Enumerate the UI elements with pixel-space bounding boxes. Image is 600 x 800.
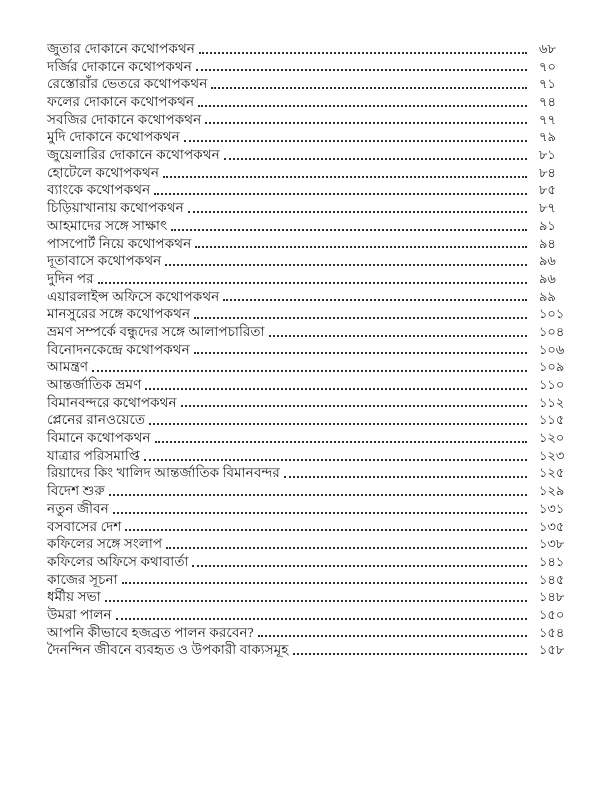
toc-entry-title: এয়ারলাইন্স অফিসে কথোপকথন [47,288,220,304]
toc-entry-page-number: ৯১ [539,217,556,233]
dot-leader [269,335,527,337]
toc-entry-page-number: ১২৫ [539,465,565,481]
toc-entry-title: ভ্রমণ সম্পর্কে বন্ধুদের সঙ্গে আলাপচারিতা [47,323,265,339]
toc-entry-page-number: ১৫৮ [539,642,565,658]
toc-entry-title: যাত্রার পরিসমাপ্তি [47,447,140,463]
toc-entry [47,553,572,571]
toc-entry-title: রেস্তোরাঁর ভেতরে কথোপকথন [47,76,208,92]
toc-entry-page-number: ৭৭ [539,111,556,127]
toc-entry [47,146,572,164]
toc-entry [47,606,572,624]
toc-entry-title: মুদি দোকানে কথোপকথন [47,129,180,145]
toc-entry [47,93,572,111]
dot-leader [293,653,528,655]
dot-leader [105,600,527,602]
toc-entry [47,376,572,394]
dot-leader [258,635,527,637]
toc-entry [47,341,572,359]
toc-entry-page-number: ৬৮ [539,40,556,56]
toc-entry [47,40,572,58]
toc-entry [47,75,572,93]
toc-entry-page-number: ৭০ [539,58,556,74]
toc-entry [47,447,572,465]
toc-entry [47,535,572,553]
toc-entry [47,358,572,376]
toc-entry [47,235,572,253]
toc-entry [47,164,572,182]
toc-entry-page-number: ১০৪ [539,323,565,339]
toc-entry [47,217,572,235]
dot-leader [116,618,527,620]
dot-leader [163,176,527,178]
dot-leader [184,140,527,142]
toc-entry-page-number: ১৩১ [539,500,565,516]
toc-entry-page-number: ১৩৫ [539,518,565,534]
dot-leader [122,582,527,584]
toc-entry-page-number: ৯৬ [539,253,556,269]
toc-entry [47,111,572,129]
toc-entry [47,323,572,341]
toc-entry-page-number: ৭৯ [539,129,556,145]
toc-entry-title: দুদিন পর [47,270,94,286]
toc-entry-title: আপনি কীভাবে হজব্রত পালন করবেন? [47,624,254,640]
dot-leader [165,264,527,266]
toc-entry-page-number: ১২৯ [539,483,565,499]
dot-leader [284,476,527,478]
toc-entry-title: হোটেলে কথোপকথন [47,164,160,180]
toc-entry [47,252,572,270]
toc-entry [47,482,572,500]
toc-entry-page-number: ৮৪ [539,164,556,180]
toc-entry [47,429,572,447]
toc-entry-title: কাজের সূচনা [47,571,118,587]
toc-entry-title: নতুন জীবন [47,500,109,516]
toc-entry-page-number: ১২৩ [539,447,565,463]
toc-entry [47,270,572,288]
toc-entry-title: জুয়েলারির দোকানে কথোপকথন [47,147,220,163]
toc-entry-page-number: ১০৯ [539,359,565,375]
toc-entry-title: ব্যাংকে কথোপকথন [47,182,151,198]
toc-entry-page-number: ১৪৫ [539,571,565,587]
toc-entry [47,394,572,412]
toc-entry-page-number: ১০১ [539,306,565,322]
toc-entry [47,58,572,76]
dot-leader [205,122,527,124]
toc-entry-title: ধর্মীয় সভা [47,589,101,605]
toc-entry-page-number: ৯৯ [539,288,556,304]
toc-entry [47,571,572,589]
dot-leader [199,52,527,54]
toc-entry-page-number: ৮১ [539,147,556,163]
toc-entry [47,128,572,146]
toc-entry-page-number: ১৩৮ [539,536,565,552]
toc-entry [47,465,572,483]
toc-entry [47,518,572,536]
toc-entry-page-number: ১৪৮ [539,589,565,605]
toc-entry [47,641,572,659]
toc-entry [47,199,572,217]
dot-leader [192,565,527,567]
dot-leader [98,282,527,284]
toc-entry-title: রিয়াদের কিং খালিদ আন্তর্জাতিক বিমানবন্দর [47,465,280,481]
toc-entry-title: বিদেশ শুরু [47,483,105,499]
dot-leader [92,370,527,372]
dot-leader [194,317,527,319]
toc-entry-title: সবজির দোকানে কথোপকথন [47,111,202,127]
toc-entry-title: আহমাদের সঙ্গে সাক্ষাৎ [47,217,168,233]
toc-entry-page-number: ৮৫ [539,182,556,198]
toc-entry [47,305,572,323]
dot-leader [155,441,527,443]
toc-entry-title: মানসুরের সঙ্গে কথোপকথন [47,306,191,322]
toc-entry [47,288,572,306]
toc-entry-page-number: ৮৭ [539,200,556,216]
dot-leader [224,158,527,160]
toc-entry-title: কফিলের অফিসে কথাবার্তা [47,553,189,569]
toc-entry-page-number: ১২০ [539,430,565,446]
dot-leader [113,512,527,514]
dot-leader [109,494,527,496]
toc-entry-title: বিমানে কথোপকথন [47,430,151,446]
toc-entry-page-number: ১৫৪ [539,624,565,640]
toc-entry-title: দূতাবাসে কথোপকথন [47,253,162,269]
toc-entry-title: উমরা পালন [47,606,112,622]
toc-entry-page-number: ৭৪ [539,94,556,110]
toc-entry-title: দর্জির দোকানে কথোপকথন [47,58,192,74]
toc-entry-title: জুতার দোকানে কথোপকথন [47,40,195,56]
toc-entry [47,588,572,606]
toc-entry-title: দৈনন্দিন জীবনে ব্যবহৃত ও উপকারী বাক্যসমূহ [47,642,289,658]
toc-entry-title: কফিলের সঙ্গে সংলাপ [47,536,163,552]
toc-entry-title: বিনোদনকেন্দ্রে কথোপকথন [47,341,190,357]
toc-entry-page-number: ৯৪ [539,235,556,251]
toc-entry-title: পাসপোর্ট নিয়ে কথোপকথন [47,235,192,251]
toc-entry-title: বসবাসের দেশ [47,518,122,534]
toc-entry [47,500,572,518]
toc-entry-title: আমন্ত্রণ [47,359,89,375]
dot-leader [171,229,527,231]
dot-leader [188,211,527,213]
toc-entry-title: প্লেনের রানওয়েতে [47,412,146,428]
toc-entry-title: বিমানবন্দরে কথোপকথন [47,394,177,410]
dot-leader [166,547,527,549]
toc-entry-page-number: ১১৫ [539,412,565,428]
toc-entry-page-number: ১১০ [539,377,565,393]
toc-entry [47,411,572,429]
toc-entry-page-number: ১৫০ [539,606,565,622]
toc-entry-page-number: ১৪১ [539,553,565,569]
toc-entry [47,624,572,642]
dot-leader [145,388,527,390]
dot-leader [181,405,527,407]
toc-entry-page-number: ১০৬ [539,341,565,357]
dot-leader [198,105,527,107]
toc-entry-title: চিড়িয়াখানায় কথোপকথন [47,200,184,216]
toc-entry-page-number: ৯৬ [539,270,556,286]
toc-entry-title: আন্তর্জাতিক ভ্রমণ [47,377,142,393]
dot-leader [144,459,527,461]
toc-entry-page-number: ৭১ [539,76,556,92]
dot-leader [154,193,527,195]
dot-leader [223,299,527,301]
dot-leader [211,87,527,89]
toc-entry-page-number: ১১২ [539,394,565,410]
dot-leader [196,69,527,71]
dot-leader [194,352,527,354]
dot-leader [195,246,527,248]
dot-leader [125,529,527,531]
dot-leader [149,423,527,425]
toc-entry [47,182,572,200]
toc-list [47,40,572,659]
toc-entry-title: ফলের দোকানে কথোপকথন [47,94,195,110]
